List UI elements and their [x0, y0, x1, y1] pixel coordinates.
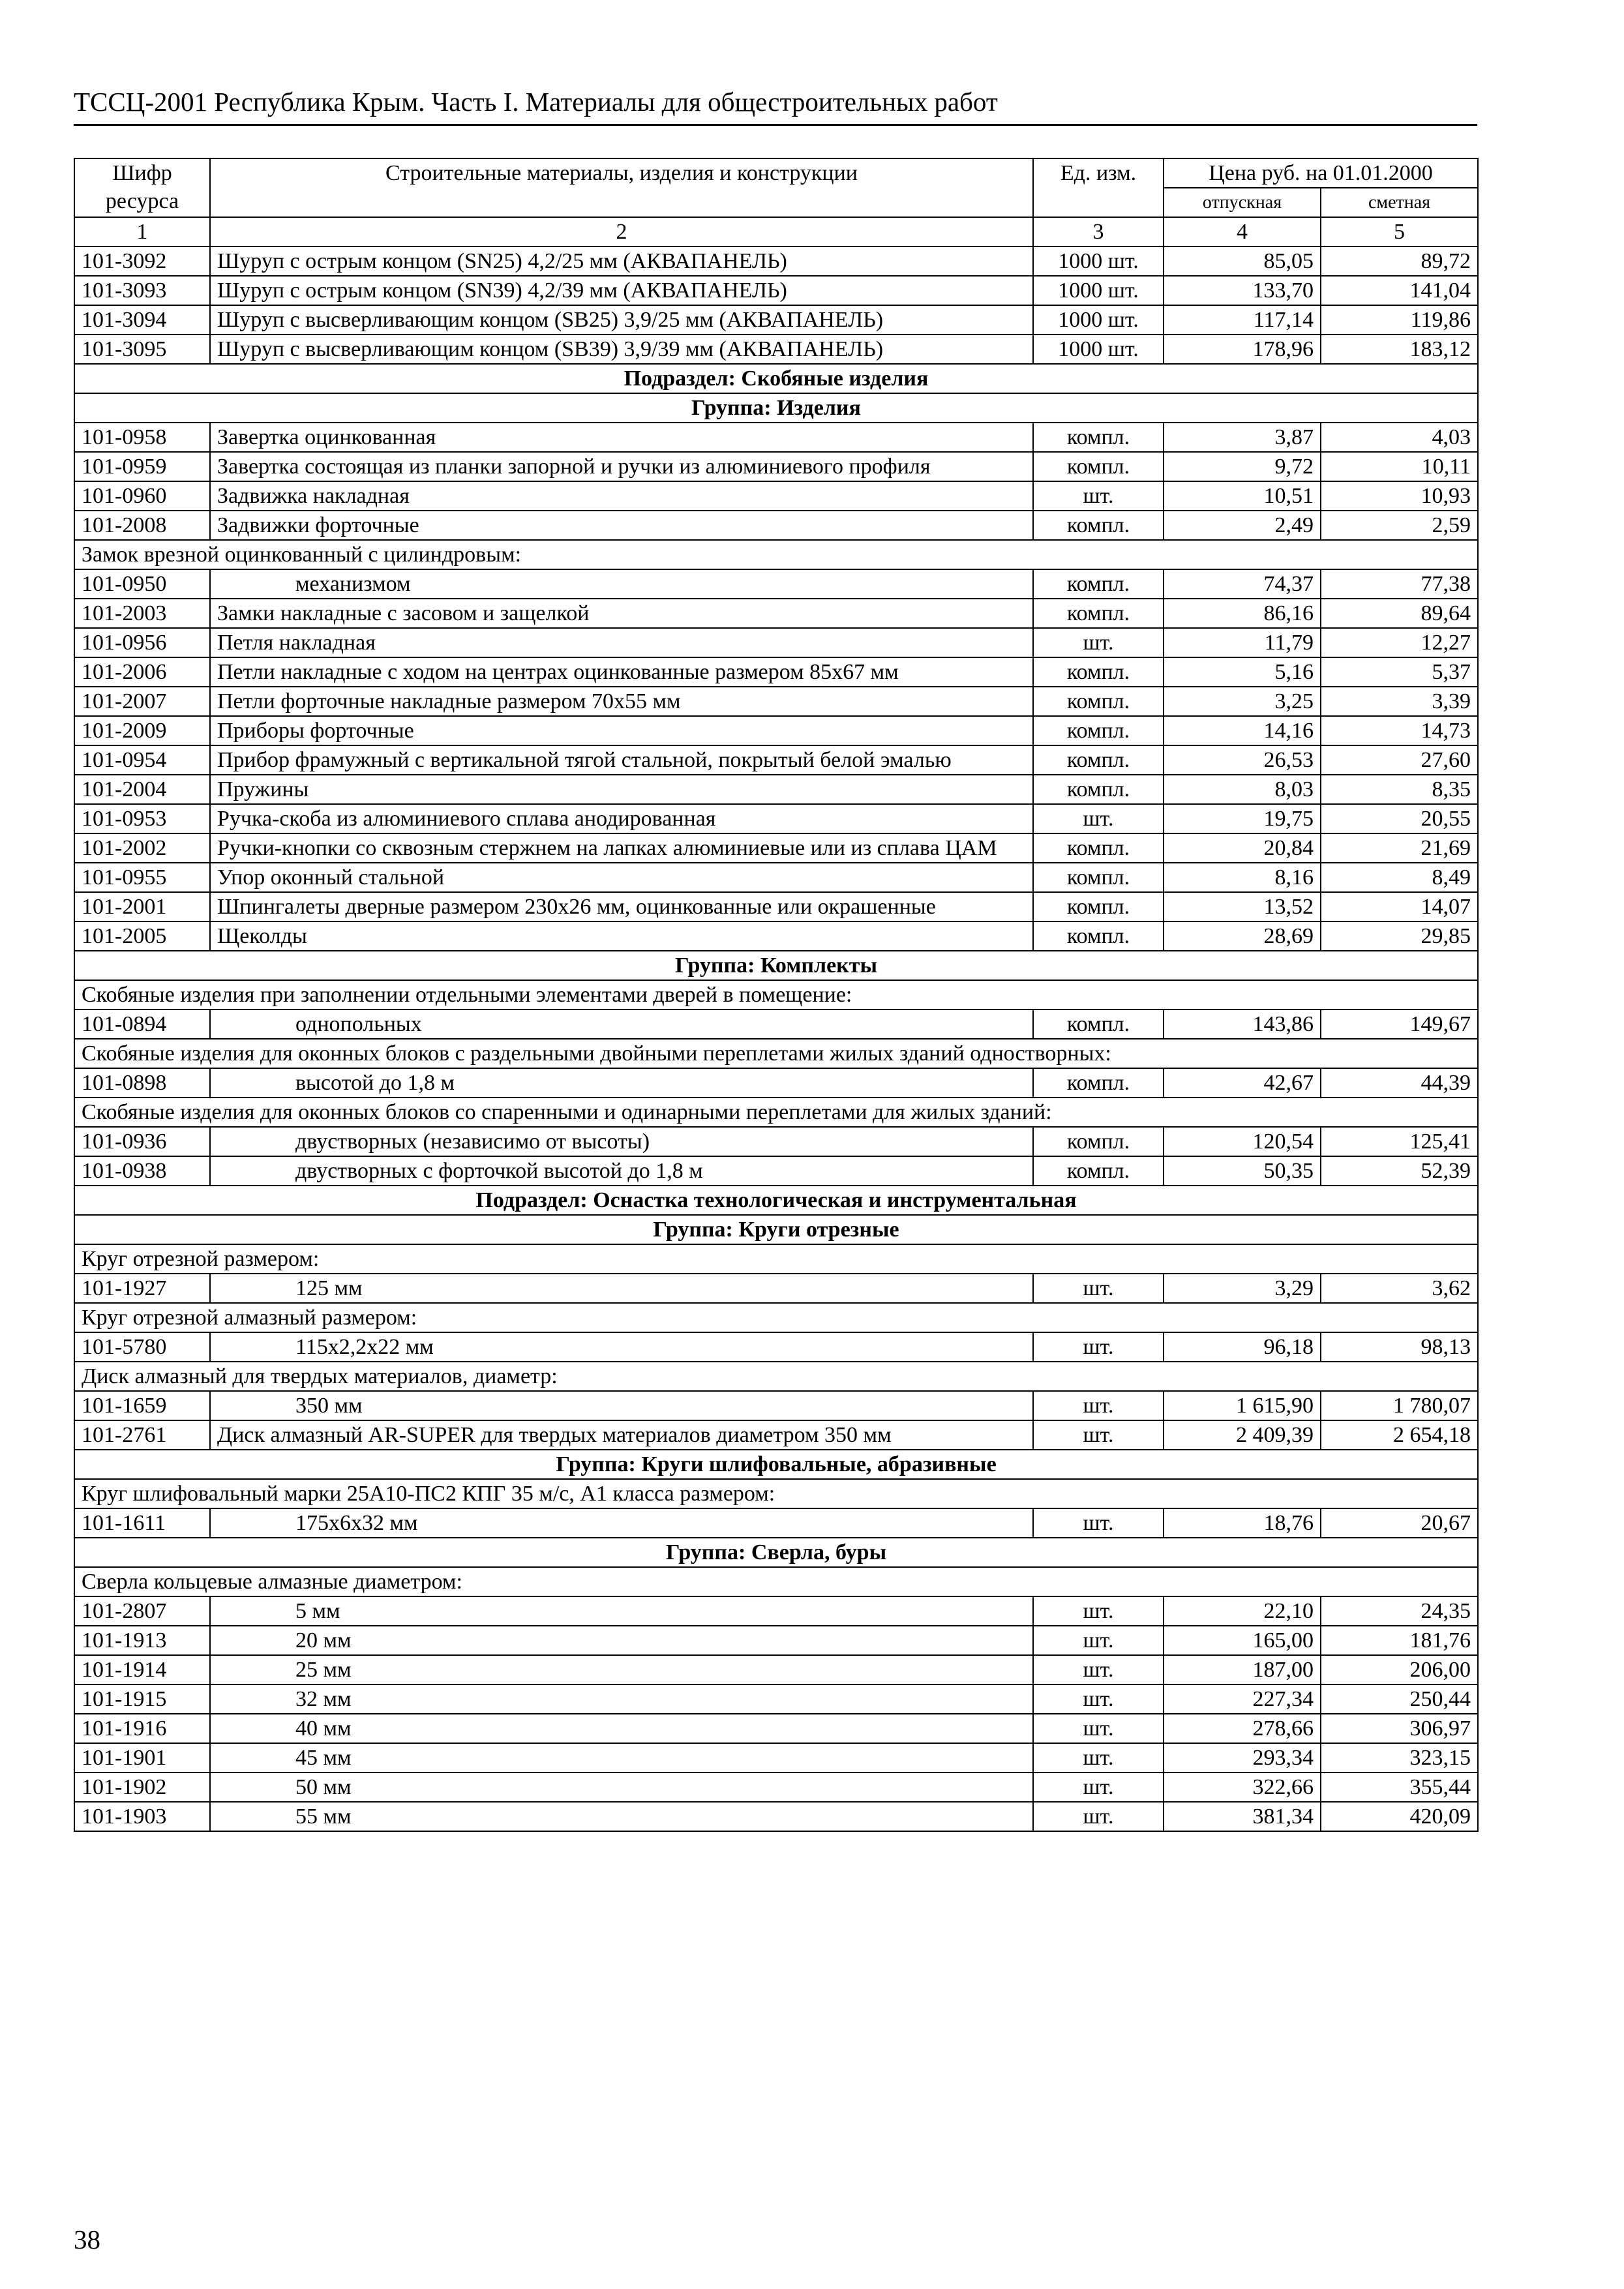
release-price: 11,79: [1164, 628, 1321, 657]
table-row: [74, 1274, 1478, 1303]
resource-code: 101-1902: [74, 1773, 210, 1802]
resource-code: 101-1611: [74, 1508, 210, 1538]
column-index: 4: [1164, 217, 1321, 247]
release-price: 42,67: [1164, 1068, 1321, 1098]
column-index-row: [74, 217, 1478, 247]
unit-of-measure: шт.: [1033, 1802, 1164, 1831]
resource-code: 101-3095: [74, 335, 210, 364]
material-name: высотой до 1,8 м: [210, 1068, 1033, 1098]
resource-code: 101-0953: [74, 804, 210, 833]
material-name: 20 мм: [210, 1626, 1033, 1655]
item-heading: Скобяные изделия для оконных блоков со спаренными и одинарными переплетами для жилых зданий:: [74, 1098, 1478, 1127]
group-title: Группа: Комплекты: [74, 951, 1478, 980]
release-price: 187,00: [1164, 1655, 1321, 1684]
material-name: 350 мм: [210, 1391, 1033, 1420]
table-row: [74, 1508, 1478, 1538]
unit-of-measure: 1000 шт.: [1033, 276, 1164, 305]
table-row: [74, 716, 1478, 745]
unit-of-measure: компл.: [1033, 599, 1164, 628]
release-price: 96,18: [1164, 1332, 1321, 1362]
release-price: 85,05: [1164, 247, 1321, 276]
material-name: 25 мм: [210, 1655, 1033, 1684]
table-row: [74, 833, 1478, 863]
resource-code: 101-1913: [74, 1626, 210, 1655]
table-row: [74, 1391, 1478, 1420]
unit-of-measure: шт.: [1033, 804, 1164, 833]
table-row: [74, 481, 1478, 511]
unit-of-measure: компл.: [1033, 833, 1164, 863]
estimate-price: 125,41: [1321, 1127, 1478, 1156]
material-name: Шуруп с острым концом (SN25) 4,2/25 мм (АКВАПАНЕЛЬ): [210, 247, 1033, 276]
material-name: Ручка-скоба из алюминиевого сплава анодированная: [210, 804, 1033, 833]
resource-code: 101-0950: [74, 569, 210, 599]
material-name: двустворных с форточкой высотой до 1,8 м: [210, 1156, 1033, 1186]
resource-code: 101-5780: [74, 1332, 210, 1362]
material-name: 45 мм: [210, 1743, 1033, 1773]
estimate-price: 306,97: [1321, 1714, 1478, 1743]
table-row: [74, 775, 1478, 804]
resource-code: 101-2009: [74, 716, 210, 745]
material-name: Диск алмазный AR-SUPER для твердых материалов диаметром 350 мм: [210, 1420, 1033, 1450]
release-price: 117,14: [1164, 305, 1321, 335]
resource-code: 101-0894: [74, 1010, 210, 1039]
table-header-row: [74, 158, 1478, 188]
estimate-price: 3,62: [1321, 1274, 1478, 1303]
estimate-price: 323,15: [1321, 1743, 1478, 1773]
group-title: Группа: Круги отрезные: [74, 1215, 1478, 1244]
resource-code: 101-0956: [74, 628, 210, 657]
release-price: 3,25: [1164, 687, 1321, 716]
estimate-price: 77,38: [1321, 569, 1478, 599]
estimate-price: 12,27: [1321, 628, 1478, 657]
material-name: Задвижка накладная: [210, 481, 1033, 511]
resource-code: 101-1901: [74, 1743, 210, 1773]
release-price: 8,16: [1164, 863, 1321, 892]
release-price: 165,00: [1164, 1626, 1321, 1655]
group-row: [74, 393, 1478, 423]
table-row: [74, 1156, 1478, 1186]
item-heading-row: [74, 1098, 1478, 1127]
item-heading-row: [74, 980, 1478, 1010]
header-estimate-price: сметная: [1321, 188, 1478, 217]
estimate-price: 27,60: [1321, 745, 1478, 775]
release-price: 3,87: [1164, 423, 1321, 452]
unit-of-measure: шт.: [1033, 1714, 1164, 1743]
resource-code: 101-2002: [74, 833, 210, 863]
table-row: [74, 569, 1478, 599]
resource-code: 101-2761: [74, 1420, 210, 1450]
unit-of-measure: компл.: [1033, 863, 1164, 892]
table-row: [74, 687, 1478, 716]
estimate-price: 141,04: [1321, 276, 1478, 305]
release-price: 293,34: [1164, 1743, 1321, 1773]
header-code: Шифр ресурса: [74, 158, 210, 217]
table-row: [74, 335, 1478, 364]
item-heading: Диск алмазный для твердых материалов, диаметр:: [74, 1362, 1478, 1391]
material-name: 175х6х32 мм: [210, 1508, 1033, 1538]
item-heading: Скобяные изделия для оконных блоков с раздельными двойными переплетами жилых зданий одностворных:: [74, 1039, 1478, 1068]
header-name: Строительные материалы, изделия и конструкции: [210, 158, 1033, 217]
unit-of-measure: компл.: [1033, 423, 1164, 452]
estimate-price: 98,13: [1321, 1332, 1478, 1362]
item-heading: Замок врезной оцинкованный с цилиндровым:: [74, 540, 1478, 569]
resource-code: 101-1914: [74, 1655, 210, 1684]
release-price: 322,66: [1164, 1773, 1321, 1802]
resource-code: 101-0959: [74, 452, 210, 481]
resource-code: 101-0955: [74, 863, 210, 892]
release-price: 143,86: [1164, 1010, 1321, 1039]
group-row: [74, 951, 1478, 980]
release-price: 13,52: [1164, 892, 1321, 921]
resource-code: 101-0958: [74, 423, 210, 452]
estimate-price: 8,35: [1321, 775, 1478, 804]
estimate-price: 52,39: [1321, 1156, 1478, 1186]
release-price: 86,16: [1164, 599, 1321, 628]
estimate-price: 5,37: [1321, 657, 1478, 687]
release-price: 18,76: [1164, 1508, 1321, 1538]
estimate-price: 89,72: [1321, 247, 1478, 276]
material-name: 32 мм: [210, 1684, 1033, 1714]
release-price: 19,75: [1164, 804, 1321, 833]
material-name: 55 мм: [210, 1802, 1033, 1831]
estimate-price: 10,11: [1321, 452, 1478, 481]
release-price: 8,03: [1164, 775, 1321, 804]
unit-of-measure: компл.: [1033, 452, 1164, 481]
unit-of-measure: шт.: [1033, 1773, 1164, 1802]
unit-of-measure: компл.: [1033, 921, 1164, 951]
material-name: Щеколды: [210, 921, 1033, 951]
unit-of-measure: компл.: [1033, 1127, 1164, 1156]
estimate-price: 2,59: [1321, 511, 1478, 540]
release-price: 227,34: [1164, 1684, 1321, 1714]
estimate-price: 20,67: [1321, 1508, 1478, 1538]
release-price: 28,69: [1164, 921, 1321, 951]
unit-of-measure: шт.: [1033, 1332, 1164, 1362]
release-price: 1 615,90: [1164, 1391, 1321, 1420]
unit-of-measure: шт.: [1033, 1508, 1164, 1538]
material-name: Шуруп с высверливающим концом (SB39) 3,9/39 мм (АКВАПАНЕЛЬ): [210, 335, 1033, 364]
item-heading-row: [74, 1362, 1478, 1391]
resource-code: 101-2008: [74, 511, 210, 540]
unit-of-measure: шт.: [1033, 1684, 1164, 1714]
material-name: Замки накладные с засовом и защелкой: [210, 599, 1033, 628]
estimate-price: 4,03: [1321, 423, 1478, 452]
item-heading-row: [74, 1303, 1478, 1332]
estimate-price: 24,35: [1321, 1596, 1478, 1626]
release-price: 3,29: [1164, 1274, 1321, 1303]
item-heading-row: [74, 1479, 1478, 1508]
group-title: Группа: Круги шлифовальные, абразивные: [74, 1450, 1478, 1479]
resource-code: 101-2004: [74, 775, 210, 804]
table-row: [74, 599, 1478, 628]
unit-of-measure: шт.: [1033, 481, 1164, 511]
unit-of-measure: шт.: [1033, 628, 1164, 657]
material-name: 125 мм: [210, 1274, 1033, 1303]
estimate-price: 89,64: [1321, 599, 1478, 628]
material-name: Ручки-кнопки со сквозным стержнем на лапках алюминиевые или из сплава ЦАМ: [210, 833, 1033, 863]
group-row: [74, 1215, 1478, 1244]
resource-code: 101-0938: [74, 1156, 210, 1186]
group-title: Группа: Изделия: [74, 393, 1478, 423]
release-price: 50,35: [1164, 1156, 1321, 1186]
material-name: Шуруп с острым концом (SN39) 4,2/39 мм (АКВАПАНЕЛЬ): [210, 276, 1033, 305]
resource-code: 101-3092: [74, 247, 210, 276]
item-heading-row: [74, 540, 1478, 569]
table-row: [74, 423, 1478, 452]
material-name: однопольных: [210, 1010, 1033, 1039]
material-name: 5 мм: [210, 1596, 1033, 1626]
resource-code: 101-2003: [74, 599, 210, 628]
table-row: [74, 1684, 1478, 1714]
table-row: [74, 452, 1478, 481]
resource-code: 101-0954: [74, 745, 210, 775]
estimate-price: 250,44: [1321, 1684, 1478, 1714]
material-name: Петли форточные накладные размером 70х55 мм: [210, 687, 1033, 716]
item-heading: Сверла кольцевые алмазные диаметром:: [74, 1567, 1478, 1596]
estimate-price: 21,69: [1321, 833, 1478, 863]
table-row: [74, 1714, 1478, 1743]
group-row: [74, 1450, 1478, 1479]
material-name: Завертка оцинкованная: [210, 423, 1033, 452]
estimate-price: 8,49: [1321, 863, 1478, 892]
unit-of-measure: компл.: [1033, 1156, 1164, 1186]
unit-of-measure: шт.: [1033, 1391, 1164, 1420]
release-price: 9,72: [1164, 452, 1321, 481]
table-row: [74, 1655, 1478, 1684]
table-row: [74, 804, 1478, 833]
resource-code: 101-2001: [74, 892, 210, 921]
unit-of-measure: 1000 шт.: [1033, 247, 1164, 276]
release-price: 278,66: [1164, 1714, 1321, 1743]
table-row: [74, 657, 1478, 687]
release-price: 22,10: [1164, 1596, 1321, 1626]
estimate-price: 149,67: [1321, 1010, 1478, 1039]
unit-of-measure: 1000 шт.: [1033, 305, 1164, 335]
material-name: Пружины: [210, 775, 1033, 804]
material-name: Петля накладная: [210, 628, 1033, 657]
subsection-row: [74, 364, 1478, 393]
resource-code: 101-3093: [74, 276, 210, 305]
column-index: 5: [1321, 217, 1478, 247]
material-name: Задвижки форточные: [210, 511, 1033, 540]
table-row: [74, 1626, 1478, 1655]
resource-code: 101-0898: [74, 1068, 210, 1098]
table-row: [74, 1743, 1478, 1773]
table-row: [74, 863, 1478, 892]
resource-code: 101-1927: [74, 1274, 210, 1303]
table-row: [74, 1068, 1478, 1098]
resource-code: 101-2007: [74, 687, 210, 716]
table-row: [74, 1802, 1478, 1831]
item-heading-row: [74, 1039, 1478, 1068]
table-row: [74, 745, 1478, 775]
unit-of-measure: компл.: [1033, 775, 1164, 804]
estimate-price: 44,39: [1321, 1068, 1478, 1098]
material-name: механизмом: [210, 569, 1033, 599]
header-price: Цена руб. на 01.01.2000: [1164, 158, 1478, 188]
material-name: Шуруп с высверливающим концом (SB25) 3,9/25 мм (АКВАПАНЕЛЬ): [210, 305, 1033, 335]
unit-of-measure: шт.: [1033, 1626, 1164, 1655]
unit-of-measure: шт.: [1033, 1274, 1164, 1303]
unit-of-measure: компл.: [1033, 687, 1164, 716]
material-name: Шпингалеты дверные размером 230х26 мм, оцинкованные или окрашенные: [210, 892, 1033, 921]
unit-of-measure: шт.: [1033, 1420, 1164, 1450]
material-name: Петли накладные с ходом на центрах оцинкованные размером 85х67 мм: [210, 657, 1033, 687]
estimate-price: 183,12: [1321, 335, 1478, 364]
estimate-price: 206,00: [1321, 1655, 1478, 1684]
column-index: 3: [1033, 217, 1164, 247]
estimate-price: 2 654,18: [1321, 1420, 1478, 1450]
release-price: 178,96: [1164, 335, 1321, 364]
material-name: 40 мм: [210, 1714, 1033, 1743]
table-row: [74, 276, 1478, 305]
release-price: 26,53: [1164, 745, 1321, 775]
resource-code: 101-2807: [74, 1596, 210, 1626]
table-row: [74, 1127, 1478, 1156]
release-price: 5,16: [1164, 657, 1321, 687]
unit-of-measure: шт.: [1033, 1655, 1164, 1684]
table-row: [74, 628, 1478, 657]
column-index: 2: [210, 217, 1033, 247]
estimate-price: 119,86: [1321, 305, 1478, 335]
material-name: Прибор фрамужный с вертикальной тягой стальной, покрытый белой эмалью: [210, 745, 1033, 775]
estimate-price: 14,73: [1321, 716, 1478, 745]
material-name: Завертка состоящая из планки запорной и ручки из алюминиевого профиля: [210, 452, 1033, 481]
subsection-title: Подраздел: Оснастка технологическая и инструментальная: [74, 1186, 1478, 1215]
release-price: 20,84: [1164, 833, 1321, 863]
table-row: [74, 1596, 1478, 1626]
table-row: [74, 1420, 1478, 1450]
table-row: [74, 1010, 1478, 1039]
resource-code: 101-2006: [74, 657, 210, 687]
unit-of-measure: компл.: [1033, 892, 1164, 921]
table-row: [74, 511, 1478, 540]
table-row: [74, 247, 1478, 276]
estimate-price: 420,09: [1321, 1802, 1478, 1831]
estimate-price: 29,85: [1321, 921, 1478, 951]
item-heading: Круг шлифовальный марки 25А10-ПС2 КПГ 35 м/с, А1 класса размером:: [74, 1479, 1478, 1508]
estimate-price: 3,39: [1321, 687, 1478, 716]
unit-of-measure: компл.: [1033, 1068, 1164, 1098]
material-name: Упор оконный стальной: [210, 863, 1033, 892]
group-row: [74, 1538, 1478, 1567]
price-table: [74, 158, 1479, 1832]
release-price: 74,37: [1164, 569, 1321, 599]
estimate-price: 10,93: [1321, 481, 1478, 511]
estimate-price: 20,55: [1321, 804, 1478, 833]
subsection-title: Подраздел: Скобяные изделия: [74, 364, 1478, 393]
resource-code: 101-1659: [74, 1391, 210, 1420]
estimate-price: 1 780,07: [1321, 1391, 1478, 1420]
resource-code: 101-0960: [74, 481, 210, 511]
table-body: [74, 247, 1478, 1831]
unit-of-measure: компл.: [1033, 1010, 1164, 1039]
header-release-price: отпускная: [1164, 188, 1321, 217]
estimate-price: 181,76: [1321, 1626, 1478, 1655]
header-unit: Ед. изм.: [1033, 158, 1164, 217]
table-row: [74, 1773, 1478, 1802]
table-row: [74, 1332, 1478, 1362]
resource-code: 101-1915: [74, 1684, 210, 1714]
unit-of-measure: компл.: [1033, 569, 1164, 599]
release-price: 10,51: [1164, 481, 1321, 511]
release-price: 2 409,39: [1164, 1420, 1321, 1450]
unit-of-measure: шт.: [1033, 1596, 1164, 1626]
release-price: 14,16: [1164, 716, 1321, 745]
subsection-row: [74, 1186, 1478, 1215]
resource-code: 101-0936: [74, 1127, 210, 1156]
item-heading: Скобяные изделия при заполнении отдельными элементами дверей в помещение:: [74, 980, 1478, 1010]
table-row: [74, 892, 1478, 921]
item-heading-row: [74, 1244, 1478, 1274]
item-heading-row: [74, 1567, 1478, 1596]
material-name: 115х2,2х22 мм: [210, 1332, 1033, 1362]
estimate-price: 14,07: [1321, 892, 1478, 921]
unit-of-measure: 1000 шт.: [1033, 335, 1164, 364]
page-header: ТССЦ-2001 Республика Крым. Часть I. Материалы для общестроительных работ: [74, 83, 1477, 126]
column-index: 1: [74, 217, 210, 247]
unit-of-measure: компл.: [1033, 716, 1164, 745]
material-name: двустворных (независимо от высоты): [210, 1127, 1033, 1156]
table-row: [74, 305, 1478, 335]
resource-code: 101-3094: [74, 305, 210, 335]
release-price: 2,49: [1164, 511, 1321, 540]
group-title: Группа: Сверла, буры: [74, 1538, 1478, 1567]
resource-code: 101-2005: [74, 921, 210, 951]
estimate-price: 355,44: [1321, 1773, 1478, 1802]
material-name: Приборы форточные: [210, 716, 1033, 745]
resource-code: 101-1903: [74, 1802, 210, 1831]
unit-of-measure: компл.: [1033, 745, 1164, 775]
release-price: 120,54: [1164, 1127, 1321, 1156]
release-price: 133,70: [1164, 276, 1321, 305]
item-heading: Круг отрезной алмазный размером:: [74, 1303, 1478, 1332]
page-number: 38: [74, 2224, 100, 2254]
resource-code: 101-1916: [74, 1714, 210, 1743]
material-name: 50 мм: [210, 1773, 1033, 1802]
unit-of-measure: шт.: [1033, 1743, 1164, 1773]
table-row: [74, 921, 1478, 951]
item-heading: Круг отрезной размером:: [74, 1244, 1478, 1274]
release-price: 381,34: [1164, 1802, 1321, 1831]
unit-of-measure: компл.: [1033, 657, 1164, 687]
unit-of-measure: компл.: [1033, 511, 1164, 540]
